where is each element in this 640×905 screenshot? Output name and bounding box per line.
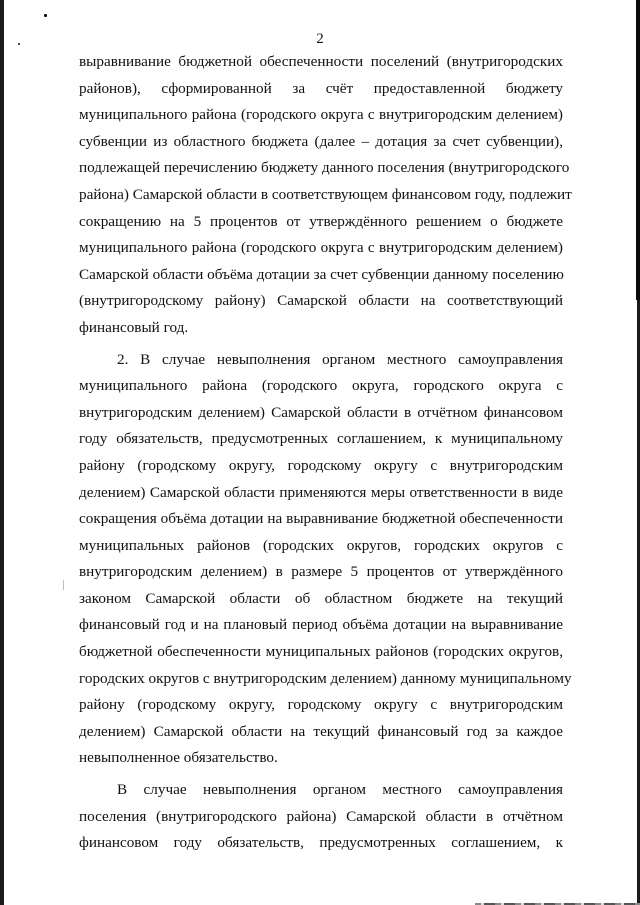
text-line: муниципального района (городского округа, городского округа с <box>79 377 563 395</box>
text-line: району (городскому округу, городскому округу с внутригородским <box>79 696 563 714</box>
text-line: внутригородским делением) в размере 5 процентов от утверждённого <box>79 563 563 581</box>
text-line: 2. В случае невыполнения органом местного самоуправления <box>117 350 563 368</box>
text-line: бюджетной обеспеченности муниципальных районов (городских округов, <box>79 643 563 661</box>
text-line: невыполненное обязательство. <box>79 749 278 767</box>
text-line: В случае невыполнения органом местного самоуправления <box>117 781 563 799</box>
text-line: муниципального района (городского округа с внутригородским делением) <box>79 106 563 124</box>
scan-speck <box>44 14 47 17</box>
text-line: районов), сформированной за счёт предоставленной бюджету <box>79 79 563 97</box>
paragraph-continuation <box>79 49 572 342</box>
text-line: району (городскому округу, городскому округу с внутригородским <box>79 456 563 474</box>
text-line: субвенции из областного бюджета (далее – дотация за счет субвенции), <box>79 132 563 150</box>
text-line: сокращению на 5 процентов от утверждённого решением о бюджете <box>79 212 563 230</box>
paragraph-item-2-part-2 <box>79 777 563 857</box>
text-line: муниципальных районов (городских округов, городских округов с <box>79 536 563 554</box>
text-line: (внутригородскому району) Самарской области на соответствующий <box>79 292 563 310</box>
text-line: финансовый год. <box>79 318 189 336</box>
text-line: района) Самарской области в соответствующем финансовом году, подлежит <box>79 185 572 203</box>
text-line: городских округов с внутригородским делением) данному муниципальному <box>79 669 572 687</box>
text-line: Самарской области объёма дотации за счет субвенции данному поселению <box>79 265 564 283</box>
text-line: финансовый год и на плановый период объёма дотации на выравнивание <box>79 616 563 634</box>
text-line: муниципального района (городского округа с внутригородским делением) <box>79 239 563 257</box>
text-line: году обязательств, предусмотренных соглашением, к муниципальному <box>79 430 563 448</box>
page-number: 2 <box>316 31 324 47</box>
text-line: выравнивание бюджетной обеспеченности поселений (внутригородских <box>79 53 563 70</box>
text-line: внутригородским делением) Самарской области в отчётном финансовом <box>79 403 563 421</box>
text-line: делением) Самарской области на текущий финансовый год за каждое <box>79 722 563 740</box>
text-line: законом Самарской области об областном бюджете на текущий <box>79 589 563 607</box>
text-line: сокращения объёма дотации на выравнивание бюджетной обеспеченности <box>79 510 563 528</box>
text-line: поселения (внутригородского района) Самарской области в отчётном <box>79 807 563 825</box>
scan-speck <box>63 580 64 590</box>
paragraph-item-2 <box>79 347 572 773</box>
text-line: делением) Самарской области применяются меры ответственности в виде <box>79 483 563 501</box>
document-body <box>79 49 572 857</box>
text-line: подлежащей перечислению бюджету данного поселения (внутригородского <box>79 159 570 177</box>
text-line: финансовом году обязательств, предусмотренных соглашением, к <box>79 834 563 852</box>
scan-border-left <box>0 0 4 905</box>
